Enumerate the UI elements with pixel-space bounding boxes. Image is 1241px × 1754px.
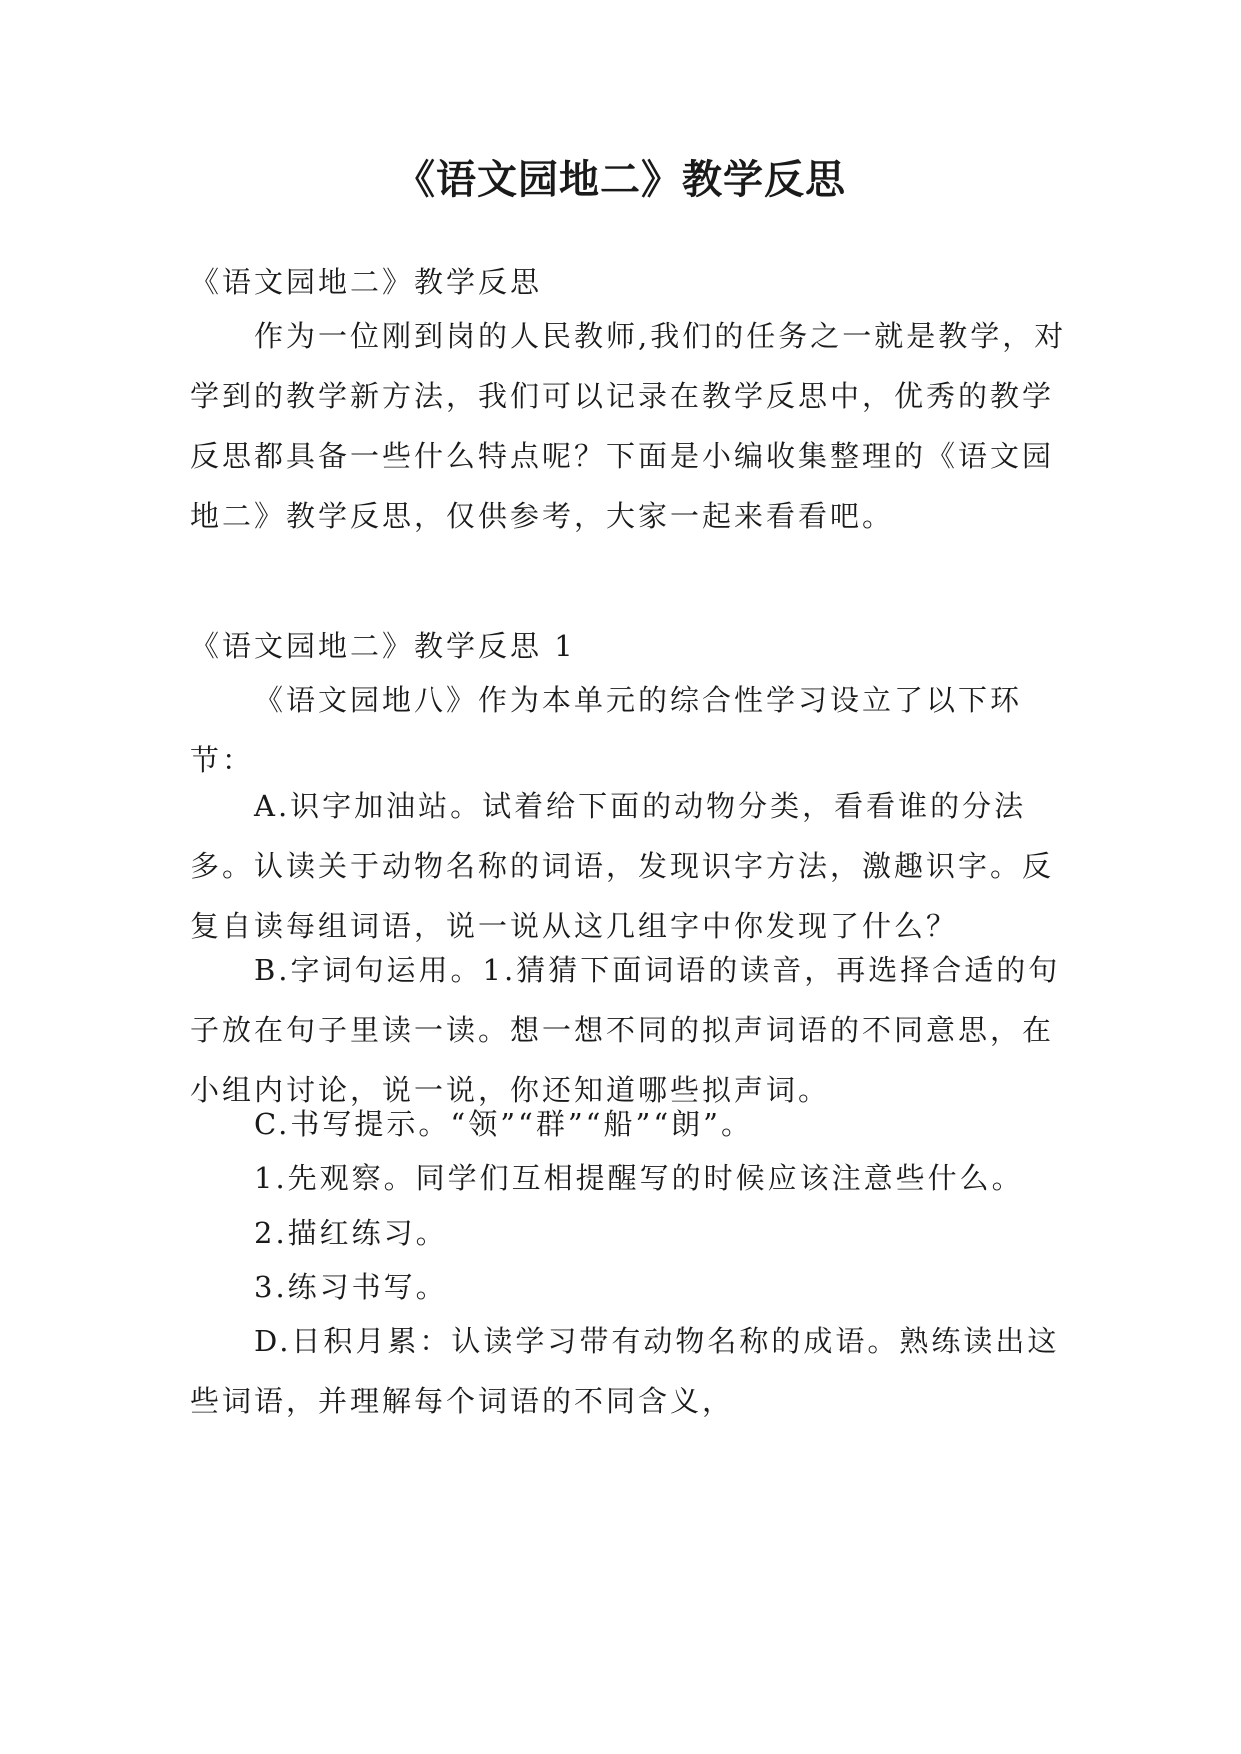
section1-paragraph-d: D.日积月累：认读学习带有动物名称的成语。熟练读出这些词语，并理解每个词语的不同含义， <box>190 1324 1060 1418</box>
section1-step-1: 1.先观察。同学们互相提醒写的时候应该注意些什么。 <box>254 1161 1024 1195</box>
section1-step-2: 2.描红练习。 <box>254 1216 448 1250</box>
section1-paragraph-b: B.字词句运用。1.猜猜下面词语的读音，再选择合适的句子放在句子里读一读。想一想不同的拟声词语的不同意思，在小组内讨论，说一说，你还知道哪些拟声词。 <box>190 953 1061 1107</box>
section1-paragraph-intro: 《语文园地八》作为本单元的综合性学习设立了以下环节： <box>190 683 1023 777</box>
intro-paragraph: 作为一位刚到岗的人民教师,我们的任务之一就是教学，对学到的教学新方法，我们可以记录在教学反思中，优秀的教学反思都具备一些什么特点呢？下面是小编收集整理的《语文园地二》教学反思，仅供参考，大家一起来看看吧。 <box>190 319 1067 533</box>
intro-heading: 《语文园地二》教学反思 <box>190 265 543 299</box>
section1-paragraph-c: C.书写提示。“领”“群”“船”“朗”。 <box>254 1107 753 1141</box>
section1-heading: 《语文园地二》教学反思 1 <box>190 629 576 663</box>
document-title: 《语文园地二》教学反思 <box>395 157 846 203</box>
section1-paragraph-a: A.识字加油站。试着给下面的动物分类，看看谁的分法多。认读关于动物名称的词语，发现识字方法，激趣识字。反复自读每组词语，说一说从这几组字中你发现了什么？ <box>190 789 1055 943</box>
section1-step-3: 3.练习书写。 <box>254 1270 448 1304</box>
